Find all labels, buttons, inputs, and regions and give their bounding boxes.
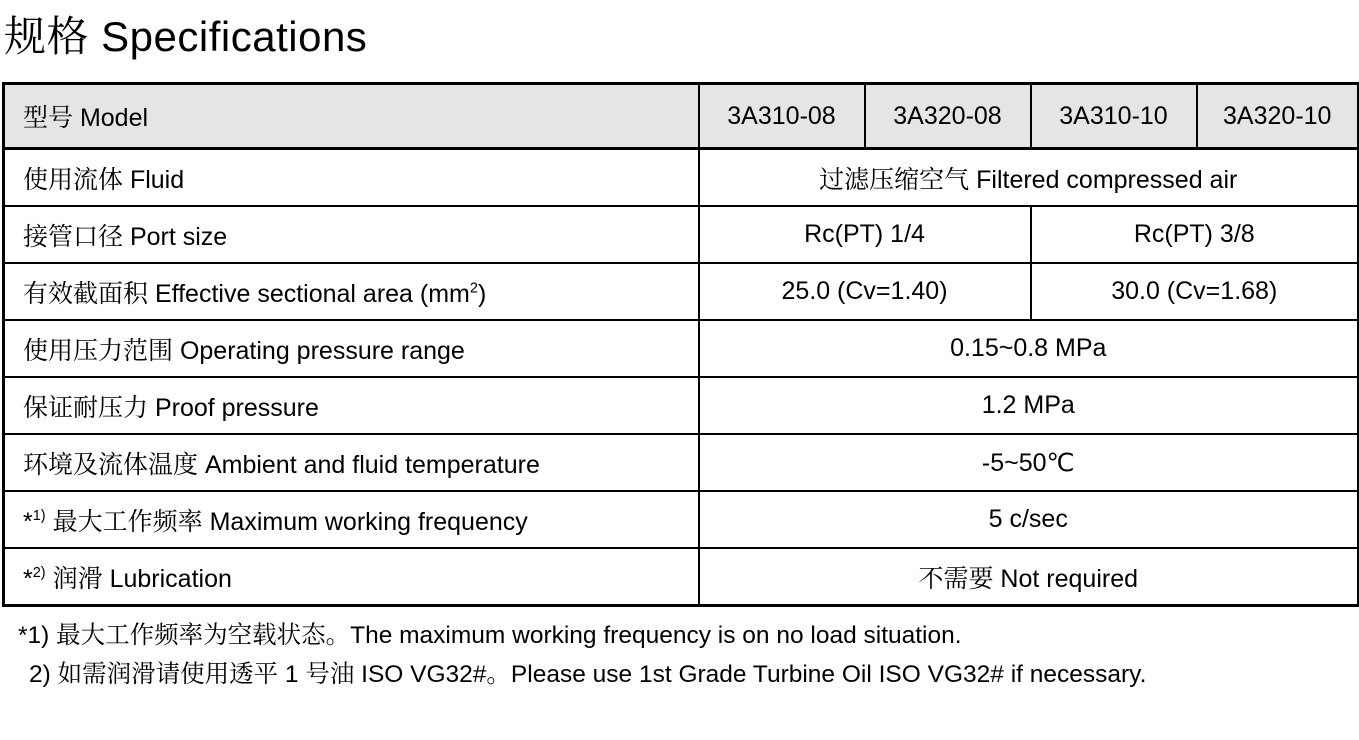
row-max-frequency-value: 5 c/sec	[699, 491, 1359, 548]
header-row	[4, 84, 1359, 149]
row-port-size-value-0: Rc(PT) 1/4	[699, 206, 1031, 263]
row-lubrication-label	[4, 548, 699, 606]
row-lubrication	[4, 548, 1359, 606]
row-proof-pressure-label: 保证耐压力 Proof pressure	[4, 377, 699, 434]
lubrication-marker-sup: 2)	[32, 565, 46, 582]
effective-area-superscript: 2	[469, 280, 478, 297]
effective-area-label-close: )	[477, 279, 487, 308]
max-frequency-marker-sup: 1)	[32, 508, 46, 525]
row-port-size-label: 接管口径 Port size	[4, 206, 699, 263]
footnote-1: *1) 最大工作频率为空载状态。The maximum working frequency is on no load situation.	[18, 622, 962, 649]
lubrication-label-text: 润滑 Lubrication	[52, 564, 232, 593]
row-max-frequency-label	[4, 491, 699, 548]
row-port-size-value-1: Rc(PT) 3/8	[1031, 206, 1359, 263]
row-effective-area-value-1: 30.0 (Cv=1.68)	[1031, 263, 1359, 320]
header-model-1: 3A320-08	[865, 84, 1031, 149]
header-model-0: 3A310-08	[699, 84, 865, 149]
row-effective-area-value-0: 25.0 (Cv=1.40)	[699, 263, 1031, 320]
header-model-2: 3A310-10	[1031, 84, 1197, 149]
footnote-2: 2) 如需润滑请使用透平 1 号油 ISO VG32#。Please use 1st Grade Turbine Oil ISO VG32# if necessary.	[29, 661, 1147, 688]
row-operating-pressure	[4, 320, 1359, 377]
row-proof-pressure	[4, 377, 1359, 434]
row-fluid-value: 过滤压缩空气 Filtered compressed air	[699, 149, 1359, 207]
header-model-3: 3A320-10	[1197, 84, 1359, 149]
row-port-size	[4, 206, 1359, 263]
effective-area-label-text: 有效截面积 Effective sectional area (mm	[23, 279, 470, 308]
footnotes	[18, 616, 1359, 694]
row-operating-pressure-value: 0.15~0.8 MPa	[699, 320, 1359, 377]
row-proof-pressure-value: 1.2 MPa	[699, 377, 1359, 434]
max-frequency-label-text: 最大工作频率 Maximum working frequency	[52, 507, 528, 536]
row-operating-pressure-label: 使用压力范围 Operating pressure range	[4, 320, 699, 377]
row-fluid-label: 使用流体 Fluid	[4, 149, 699, 207]
row-fluid	[4, 149, 1359, 207]
row-effective-area-label	[4, 263, 699, 320]
max-frequency-marker-star: *	[23, 507, 33, 536]
lubrication-marker-star: *	[23, 564, 33, 593]
header-model-label: 型号 Model	[4, 84, 699, 149]
row-temperature	[4, 434, 1359, 491]
page-title: 规格 Specifications	[4, 13, 368, 60]
specifications-table	[2, 82, 1359, 607]
row-lubrication-value: 不需要 Not required	[699, 548, 1359, 606]
row-max-frequency	[4, 491, 1359, 548]
row-temperature-value: -5~50℃	[699, 434, 1359, 491]
row-effective-area	[4, 263, 1359, 320]
row-temperature-label: 环境及流体温度 Ambient and fluid temperature	[4, 434, 699, 491]
